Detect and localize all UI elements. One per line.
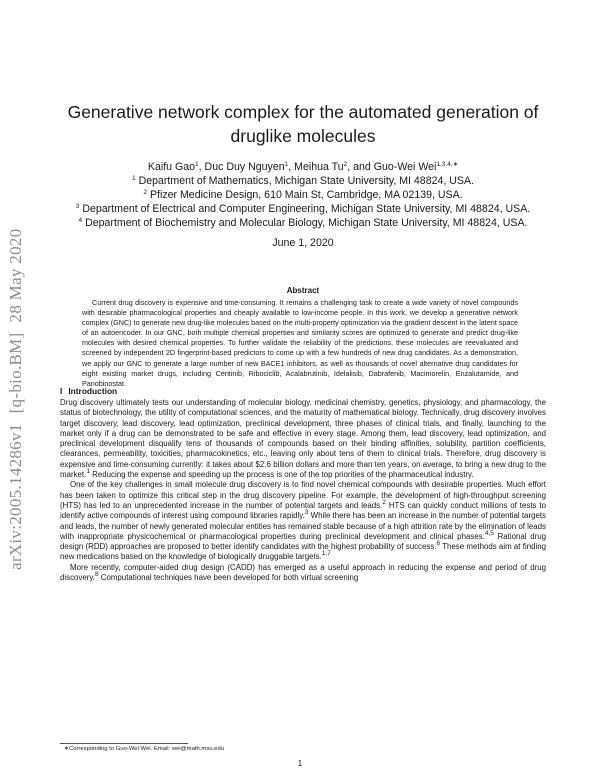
affiliation-line <box>60 202 546 216</box>
author-separator: , and <box>347 161 374 173</box>
page-number: 1 <box>297 758 303 768</box>
author-name: Meihua Tu <box>294 161 344 173</box>
paragraph-text: These methods aim at finding new medications based on the knowledge of biologically druggable targets. <box>60 542 547 562</box>
paragraph-text: HTS can quickly conduct millions of tests to identify active compounds of interest using compound libraries rapidly. <box>60 500 547 521</box>
body-paragraph <box>60 563 546 584</box>
section-number: I <box>60 386 63 396</box>
author-affil-mark: 1,3,4,∗ <box>436 161 459 168</box>
citation-ref: 3 <box>304 509 309 517</box>
arxiv-id: arXiv:2005.14286v1 <box>6 423 25 570</box>
author-name: Duc Duy Nguyen <box>204 161 285 173</box>
citation-ref: 2 <box>382 498 386 506</box>
affiliation-mark: 2 <box>143 189 147 196</box>
author-name: Guo-Wei Wei <box>373 161 437 173</box>
paragraph-text: Rational drug design (RDD) approaches are proposed to better identify candidates with the highest probability of success. <box>60 531 546 552</box>
citation-ref: 1,7 <box>321 550 331 558</box>
citation-ref: 6 <box>436 540 441 548</box>
paragraph-text: One of the key challenges in small molecule drug discovery is to find novel chemical compounds with desirable properties. Much effort has been taken to optimize this critical step in the drug discovery pipeline. For example, the development of high-throughput screening (HTS) has led to an unprecedented increase in the number of potential targets and leads. <box>60 480 546 510</box>
abstract-text: Current drug discovery is expensive and time-consuming. It remains a challenging task to create a wide variety of novel compounds with desirable pharmacological properties and cheaply available to low-income people. In this work, we develop a generative network complex (GNC) to generate new drug-like molecules based on the multi-property optimization via the gradient descent in the latent space of an autoencoder. In our GNC, both multiple chemical properties and similarity scores are optimized to generate and predict drug-like molecules with desired chemical properties. To further validate the reliability of the predictions, these molecules are reevaluated and screened by independent 2D fingerprint-based predictors to come up with a few hundreds of new drug candidates. As a demonstration, we apply our GNC to generate a large number of new BACE1 inhibitors, as well as thousands of novel alternative drug candidates for eight existing market drugs, including Ceritinib, Ribociclib, Acalabrutinib, Idelalisib, Dabrafenib, Macimorelin, Enzalutamide, and Panobinostat. <box>82 298 518 388</box>
author-affil-mark: 2 <box>343 161 348 168</box>
arxiv-stamp <box>6 229 26 570</box>
author-list <box>60 160 546 174</box>
affiliation-line <box>60 188 546 202</box>
citation-ref: 4,5 <box>484 529 494 537</box>
author-separator: , <box>288 161 295 173</box>
citation-ref: 8 <box>94 571 99 579</box>
affiliation-list <box>60 174 546 230</box>
paragraph-text: Computational techniques have been developed for both virtual screening <box>98 573 359 583</box>
body-paragraph <box>60 398 546 480</box>
section-title: Introduction <box>68 386 118 396</box>
paper-date: June 1, 2020 <box>272 237 334 249</box>
arxiv-date: 28 May 2020 <box>6 228 25 323</box>
affiliation-text: Department of Mathematics, Michigan State University, MI 48824, USA. <box>138 175 474 187</box>
author-affil-mark: 1 <box>195 161 199 168</box>
affiliation-text: Pfizer Medicine Design, 610 Main St, Cambridge, MA 02139, USA. <box>149 189 463 201</box>
paragraph-text: Drug discovery ultimately tests our understanding of molecular biology, medicinal chemistry, genetics, physiology, and pharmacology, the status of biotechnology, the utility of computational sciences, and the maturity of mathematical biology. Technically, drug discovery involves target discovery, lead discovery, lead optimization, preclinical development, three phases of clinical trials, and finally, launching to the market only if a drug can be demonstrated to be safe and effective in every stage. Among them, lead discovery, lead optimization, and preclinical development disqualify tens of thousands of compounds based on their binding affinities, solubility, partition coefficients, clearances, permeability, toxicities, pharmacokinetics, etc., leaving only about tens of them to clinical trials. Therefore, drug discovery is expensive and time-consuming currently: it takes about $2.6 billion dollars and more than ten years, on average, to bring a new drug to the market. <box>60 398 546 480</box>
affiliation-mark: 4 <box>78 217 83 224</box>
arxiv-category: [q-bio.BM] <box>6 332 25 414</box>
affiliation-line <box>60 216 546 230</box>
paragraph-text: More recently, computer-aided drug design (CADD) has emerged as a useful approach in reducing the expense and period of drug discovery. <box>60 562 546 583</box>
body-text <box>60 398 546 583</box>
paragraph-text: Reducing the expense and speeding up the process is one of the top priorities of the pharmaceutical industry. <box>89 470 474 480</box>
paper-title: Generative network complex for the automated generation of druglike molecules <box>67 102 539 146</box>
author-name: Kaifu Gao <box>147 161 196 173</box>
paragraph-text: While there has been an increase in the number of potential targets and leads, the number of newly generated molecular entities has remained stable because of a high attrition rate by the elimination of leads with inappropriate physicochemical or pharmacological properties during preclinical development and clinical phases. <box>60 511 547 541</box>
affiliation-mark: 1 <box>132 175 136 182</box>
affiliation-text: Department of Biochemistry and Molecular Biology, Michigan State University, MI 48824, USA. <box>85 217 528 229</box>
author-separator: , <box>198 161 205 173</box>
author-affil-mark: 1 <box>284 161 289 168</box>
citation-ref: 1 <box>86 468 90 476</box>
section-heading <box>60 386 117 396</box>
body-paragraph <box>60 480 546 562</box>
affiliation-text: Department of Electrical and Computer Engineering, Michigan State University, MI 48824, USA. <box>82 203 531 215</box>
affiliation-line <box>60 174 546 188</box>
affiliation-mark: 3 <box>75 203 80 210</box>
footnote-rule <box>60 743 188 744</box>
abstract-heading: Abstract <box>286 286 320 295</box>
footnote: ∗Corresponding to Guo-Wei Wei. Email: wei@math.msu.edu <box>64 746 224 752</box>
